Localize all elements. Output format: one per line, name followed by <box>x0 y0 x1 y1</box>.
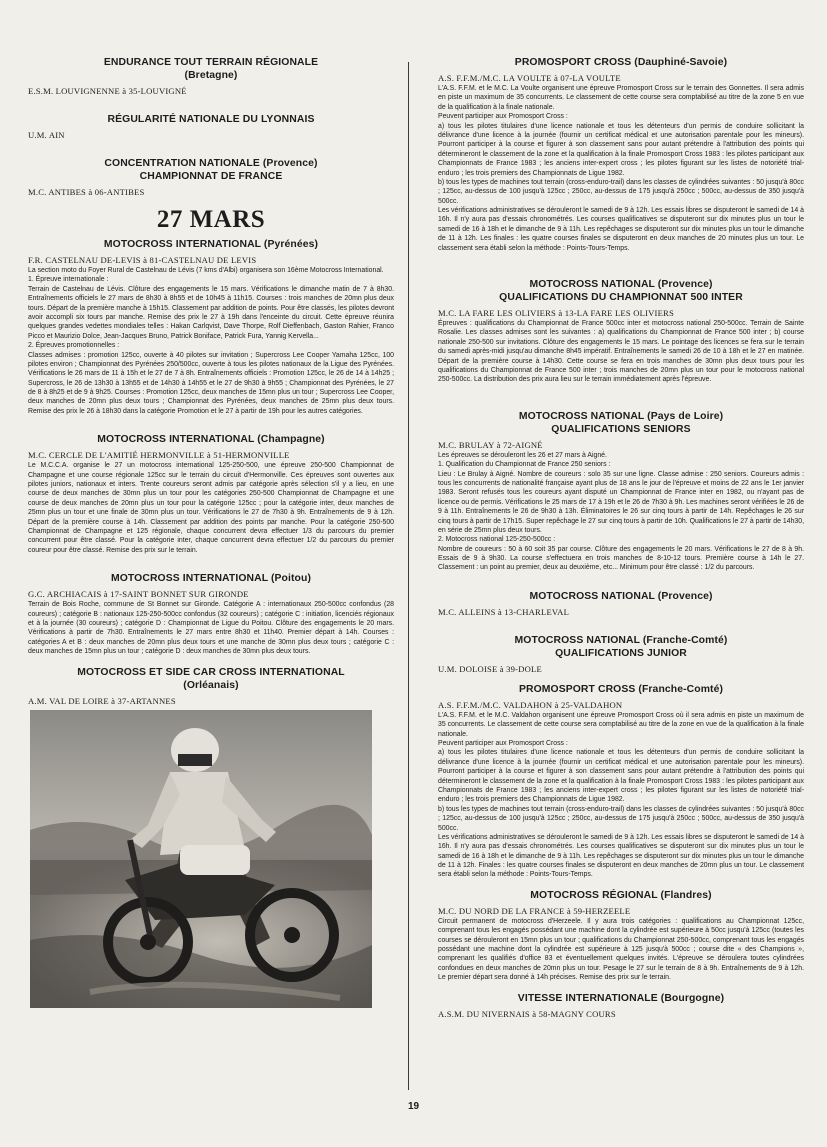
event-body: L'A.S. F.F.M. et le M.C. La Voulte organisent une épreuve Promosport Cross sur le terrain des Gonnettes. Il sera admis en piste un maximum de 35 concurrents. Le classement de cette course sera comptabilisé au titre de la zone 5 en vue de la qualification à la finale nationale. Peuvent participer aux Promosport Cross : a) tous les pilotes titulaires d'une licence nationale et tous les détenteurs d'un permis de conduire sollicitant la délivrance d'une licence à la journée (fournir un certificat médical et une autorisation parentale pour les mineurs). Pourront participer à la course et figurer à son classement sans pour autant prétendre à l'attribution des points qui détermineront le classement de la zone et la qualification à la finale Promosport Cross 1983 : les pilotes participant aux Championnats de France 1983 ; les anciens inter-expert cross ; les pilotes figurant sur les listes de notoriété trial-enduro ; les trois premiers des Championnats de Ligue 1982. b) tous les types de machines tout terrain (cross-enduro-trail) dans les classes de cylindrées suivantes : 50 jusqu'à 80cc ; 125cc, au-dessus de 100 jusqu'à 125cc ; 250cc, au-dessus de 175 jusqu'à 250cc ; 500cc, au-dessus de 350 jusqu'à 500cc. Les vérifications administratives se dérouleront le samedi de 9 à 12h. Les essais libres se disputeront le samedi de 14 à 16h. Il n'y aura pas d'essais chronométrés. Les courses qualificatives se disputeront sur dix minutes plus un tour le samedi de 16 à 18h et le dimanche de 9 à 11h. Les repêchages se disputeront sur dix minutes plus un tour le dimanche de 11 à 12h. Les finales : les quatre courses finales se disputeront en deux manches de 20 minutes plus un tour. Le classement sera établi selon la méthode : Points-Tours-Temps. <box>438 85 804 252</box>
left-column <box>28 56 394 1017</box>
event-title: VITESSE INTERNATIONALE (Bourgogne) <box>517 992 725 1004</box>
event-organizer: A.M. VAL DE LOIRE à 37-ARTANNES <box>28 695 176 706</box>
event-motocross-champagne <box>28 433 394 555</box>
event-title: PROMOSPORT CROSS (Dauphiné-Savoie) <box>514 57 728 68</box>
event-body: Les épreuves se dérouleront les 26 et 27 mars à Aigné. 1. Qualification du Championnat de France 250 seniors : Lieu : Le Brulay à Aigné. Nombre de coureurs : solo 35 sur une ligne. Classe admise : 250 seniors. Coureurs admis : tous les concurrents de nationalité française ayant plus de 18 ans le jour de l'épreuve et moins de 22 ans le 1er janvier 1983. Seront refusés tous les coureurs ayant disputé un Championnat de France inter en 1982, ou n'ayant pas de licence ou de permis. Vérifications le 25 mars de 17 à 19h et le 26 de 7h30 à 9h. Les machines seront vérifiées le 26 de 9 à 11h. Entraînements le 26 de 9h30 à 13h. Éliminatoires le 26 sur cinq tours à partir de 14h. Repêchages le 26 sur cinq tours à partir de 17h15. Super repêchage le 27 sur cinq tours à partir de 10h. Qualifications le 27 à partir de 14h30, en série de 25mn plus deux tours. 2. Motocross national 125-250-500cc : Nombre de coureurs : 50 à 60 soit 35 par course. Clôture des engagements le 20 mars. Vérifications le 27 de 8 à 9h. Essais de 9 à 9h30. La course s'effectuera en trois manches de 8-10-12 tours. Première course à 14h le 27. Classement : un point au premier, deux au deuxième, etc... Minimum pour être classé : 1/2 du parcours. <box>438 451 804 572</box>
event-body: Le M.C.C.A. organise le 27 un motocross international 125-250-500, une épreuve 250-500 Championnat de Champagne et une course régionale 125cc sur le terrain du circuit d'Hermonville. Ces épreuves sont ouvertes aux pilotes juniors, nationaux et inters. Trente coureurs seront admis par catégorie après sélection s'il y a lieu, en une course de deux manches de 30mn plus un tour pour les catégories 250-500 Championnat de Champagne et une course de deux manches de 20mn plus un tour pour la catégorie 125cc ; pour la catégorie inter, deux manches de 25mn plus un tour et une finale de 30mn plus un tour. Vérifications le 27 de 7h30 à 9h. Entraînements de 9 à 12h. Départ de la première course à 14h. Classement par addition des points par manche. Pour la catégorie 250-500 Championnat de Champagne et 125 régionale, chaque concurrent devra effectuer 1/3 du parcours du premier concurrent pour être classé. Pour la catégorie inter, chaque concurrent devra effectuer 1/2 du parcours du premier coureur pour être classé. Remise des prix sur le terrain. <box>28 462 394 554</box>
event-vitesse-bourgogne <box>438 992 804 1019</box>
event-organizer: M.C. BRULAY à 72-AIGNÉ <box>438 439 543 450</box>
event-title: MOTOCROSS NATIONAL (Franche-Comté) QUALIFICATIONS JUNIOR <box>514 634 728 659</box>
event-motocross-provence <box>438 590 804 617</box>
event-body: L'A.S. F.F.M. et le M.C. Valdahon organisent une épreuve Promosport Cross où il sera admis en piste un maximum de 35 concurrents. Le classement de cette course sera comptabilisé au titre de la zone en vue de la qualification à la finale nationale. Peuvent participer aux Promosport Cross : a) tous les pilotes titulaires d'une licence nationale et tous les détenteurs d'un permis de conduire sollicitant la délivrance d'une licence à la journée (fournir un certificat médical et une autorisation parentale pour les mineurs). Pourront participer à la course et figurer à son classement sans pour autant prétendre à l'attribution des points qui détermineront le classement de la zone et la qualification à la finale Promosport Cross 1983 : les pilotes participant aux Championnats de France 1983 ; les anciens inter-expert cross ; les pilotes figurant sur les listes de notoriété trial-enduro ; les trois premiers des Championnats de Ligue 1982. b) tous les types de machines tout terrain (cross-enduro-trail) dans les classes de cylindrées suivantes : 50 jusqu'à 80cc ; 125cc, au-dessus de 100 jusqu'à 125cc ; 250cc, au-dessus de 175 jusqu'à 250cc ; 500cc, au-dessus de 350 jusqu'à 500cc. Les vérifications administratives se dérouleront le samedi de 9 à 12h. Les essais libres se disputeront le samedi de 14 à 16h. Il n'y aura pas d'essais chronométrés. Les courses qualificatives se disputeront sur dix minutes plus un tour le samedi de 16 à 18h et le dimanche de 9 à 11h. Les repêchages se disputeront sur dix minutes plus un tour le dimanche de 11 à 12h. Finales : les quatre courses finales se disputeront en deux manches de 20mn plus un tour. Le classement sera établi selon la méthode : Points-Tours-Temps. <box>438 711 804 879</box>
event-title: CONCENTRATION NATIONALE (Provence) CHAMPIONNAT DE FRANCE <box>104 158 318 182</box>
page-number: 19 <box>407 1101 420 1112</box>
event-organizer: U.M. DOLOISE à 39-DOLE <box>438 663 542 674</box>
event-organizer: A.S. F.F.M./M.C. VALDAHON à 25-VALDAHON <box>438 699 623 710</box>
right-column <box>438 56 804 1028</box>
event-organizer: M.C. CERCLE DE L'AMITIÉ HERMONVILLE à 51-HERMONVILLE <box>28 450 290 461</box>
event-promosport-dauphine <box>438 56 804 253</box>
event-motocross-flandres <box>438 889 804 983</box>
column-divider <box>408 62 409 1090</box>
event-organizer: A.S.M. DU NIVERNAIS à 58-MAGNY COURS <box>438 1008 616 1019</box>
event-organizer: G.C. ARCHIACAIS à 17-SAINT BONNET SUR GIRONDE <box>28 589 249 600</box>
event-title: MOTOCROSS NATIONAL (Provence) <box>529 590 713 602</box>
event-organizer: F.R. CASTELNAU DE-LEVIS à 81-CASTELNAU DE LEVIS <box>28 255 257 265</box>
event-body: Terrain de Bois Roche, commune de St Bonnet sur Gironde. Catégorie A : internationaux 250-500cc confondus (28 coureurs) ; catégorie B : nationaux 125-250-500cc confondus (32 coureurs) ; catégorie C : initiation, licenciés régionaux et à la journée (30 coureurs) ; catégorie D : Championnat de Ligue du Poitou. Clôture des engagements le 20 mars. Vérifications à partir de 7h30. Entraînements le 27 mars entre 8h30 et 11h40. Premier départ à 14h. Courses : catégories A et B : deux manches de 20mn plus deux tours et une manche de 30mn plus deux tours ; catégorie C : deux manches de 15mn plus un tour ; catégorie D : deux manches de 30mn plus deux tours. <box>28 601 394 656</box>
event-motocross-poitou <box>28 572 394 656</box>
event-organizer: M.C. ANTIBES à 06-ANTIBES <box>28 187 145 197</box>
event-organizer: M.C. DU NORD DE LA FRANCE à 59-HERZEELE <box>438 905 631 916</box>
event-title: MOTOCROSS RÉGIONAL (Flandres) <box>530 889 712 901</box>
event-sidecar-orleanais <box>28 666 394 1008</box>
event-organizer: U.M. AIN <box>28 130 65 140</box>
event-title: ENDURANCE TOUT TERRAIN RÉGIONALE (Bretagne) <box>103 57 319 81</box>
motocross-rider-photo <box>30 710 372 1008</box>
event-title: RÉGULARITÉ NATIONALE DU LYONNAIS <box>107 114 315 125</box>
event-title: MOTOCROSS INTERNATIONAL (Pyrénées) <box>103 239 319 250</box>
event-motocross-pays-de-loire <box>438 410 804 573</box>
event-promosport-franche-comte <box>438 683 804 880</box>
date-heading: 27 MARS <box>156 206 266 233</box>
event-organizer: M.C. LA FARE LES OLIVIERS à 13-LA FARE LES OLIVIERS <box>438 308 674 319</box>
event-title: MOTOCROSS INTERNATIONAL (Champagne) <box>97 434 325 446</box>
event-organizer: A.S. F.F.M./M.C. LA VOULTE à 07-LA VOULTE <box>438 73 621 83</box>
event-body: Épreuves : qualifications du Championnat de France 500cc inter et motocross national 250-500cc. Terrain de Sainte Rosalie. Les classes admises sont les suivantes : a) qualifications du Championnat de France 500 inter ; b) course nationale 250-500 sur invitations. Clôture des engagements le 15 mars. Le pointage des licences se fera sur le terrain du samedi après-midi jusqu'au dimanche 8h45 impératif. Entraînements le samedi 26 de 10 à 18h et le 27 en matinée. Départ de la première course à 14h30. Cette course se fera en trois manches de 30mn plus deux tours pour les qualifications du Championnat de France 500 inter ; trois manches de 20mn plus un tour pour le motocross national 250-500cc. La distribution des prix aura lieu sur le terrain immédiatement après l'épreuve. <box>438 320 804 384</box>
event-title: PROMOSPORT CROSS (Franche-Comté) <box>518 683 724 695</box>
event-title: MOTOCROSS NATIONAL (Provence) QUALIFICATIONS DU CHAMPIONNAT 500 INTER <box>499 279 743 304</box>
event-title: MOTOCROSS INTERNATIONAL (Poitou) <box>110 573 312 585</box>
event-motocross-provence-500 <box>438 278 804 385</box>
event-regularite-lyonnais <box>28 113 394 140</box>
event-organizer: E.S.M. LOUVIGNENNE à 35-LOUVIGNÉ <box>28 86 187 96</box>
event-endurance-bretagne <box>28 56 394 96</box>
event-body: La section moto du Foyer Rural de Castelnau de Lévis (7 kms d'Albi) organisera son 16ème Motocross International. 1. Épreuve internationale : Terrain de Castelnau de Lévis. Clôture des engagements le 15 mars. Vérifications le dimanche matin de 7 à 8h30. Entraînements officiels le 27 mars de 8h30 à 8h55 et de 10h45 à 11h15. Courses : trois manches de 20mn plus deux tours. Départ de la première manche à 15h15. Classement par addition de points. Pour être classés, les pilotes devront avoir accompli six tours par manche. Remise des prix le 27 à 19h dans l'enceinte du circuit. Cette épreuve réunira quelques grandes vedettes mondiales telles : Hakan Carlqvist, Dave Thorpe, Rolf Dieffenbach, Gaston Rahier, Franco Picco et Maurizio Dolce, Jean-Jacques Bruno, Patrick Boniface, Patrick Fura, Yannig Kervella... 2. Épreuves promotionnelles : Classes admises : promotion 125cc, ouverte à 40 pilotes sur invitation ; Supercross Lee Cooper Yamaha 125cc, 100 pilotes environ ; Championnat des Pyrénées 250/500cc, ouverte à tous les pilotes nationaux de la Ligue des Pyrénées. Vérifications le 26 mars de 11 à 15h et le 27 de 7 à 8h. Entraînements officiels : Promotion 125cc, le 26 de 14 à 14h25 ; Supercross, le 26 de 13h30 à 13h55 et de 14h30 à 14h55 et le 27 de 9h30 à 9h55 ; Championnat des Pyrénées, le 27 de 8 à 8h25 et de 9 à 9h25. Courses : Promotion 125cc, deux manches de 15mn plus un tour ; Supercross Lee Cooper, deux manches de 20mn plus deux tours ; Championnat des Pyrénées, deux manches de 25mn plus deux tours. Remise des prix le 26 à 18h30 dans la catégorie Promotion et le 27 à partir de 19h pour les autres catégories. <box>28 267 394 415</box>
event-title: MOTOCROSS ET SIDE CAR CROSS INTERNATIONAL (Orléanais) <box>77 666 345 691</box>
event-organizer: M.C. ALLEINS à 13-CHARLEVAL <box>438 606 570 617</box>
event-body: Circuit permanent de motocross d'Herzeele. Il y aura trois catégories : qualifications au Championnat 125cc, comprenant tous les engagés possédant une machine dont la cylindrée est supérieure à 50cc jusqu'à 125cc (toutes les courses se dérouleront en 15mn plus un tour ; qualifications du Championnat 250-500cc, comprenant tous les engagés possédant une machine dont la cylindrée est supérieure à 125 jusqu'à 500cc ; course dite « des Champions », comprenant les qualifiés d'office 83 et éventuellement quelques invités. L'épreuve se déroulera toutes cylindrées confondues en deux manches de 20mn plus un tour. Pesage le 27 sur le terrain de 8 à 9h. Entraînements de 9 à 12h. Le premier départ sera donné à 14h précises. Remise des prix sur le terrain. <box>438 917 804 982</box>
event-motocross-franche-comte <box>438 634 804 674</box>
event-title: MOTOCROSS NATIONAL (Pays de Loire) QUALIFICATIONS SENIORS <box>518 410 724 435</box>
event-motocross-pyrenees <box>28 238 394 416</box>
event-concentration-provence <box>28 157 394 197</box>
